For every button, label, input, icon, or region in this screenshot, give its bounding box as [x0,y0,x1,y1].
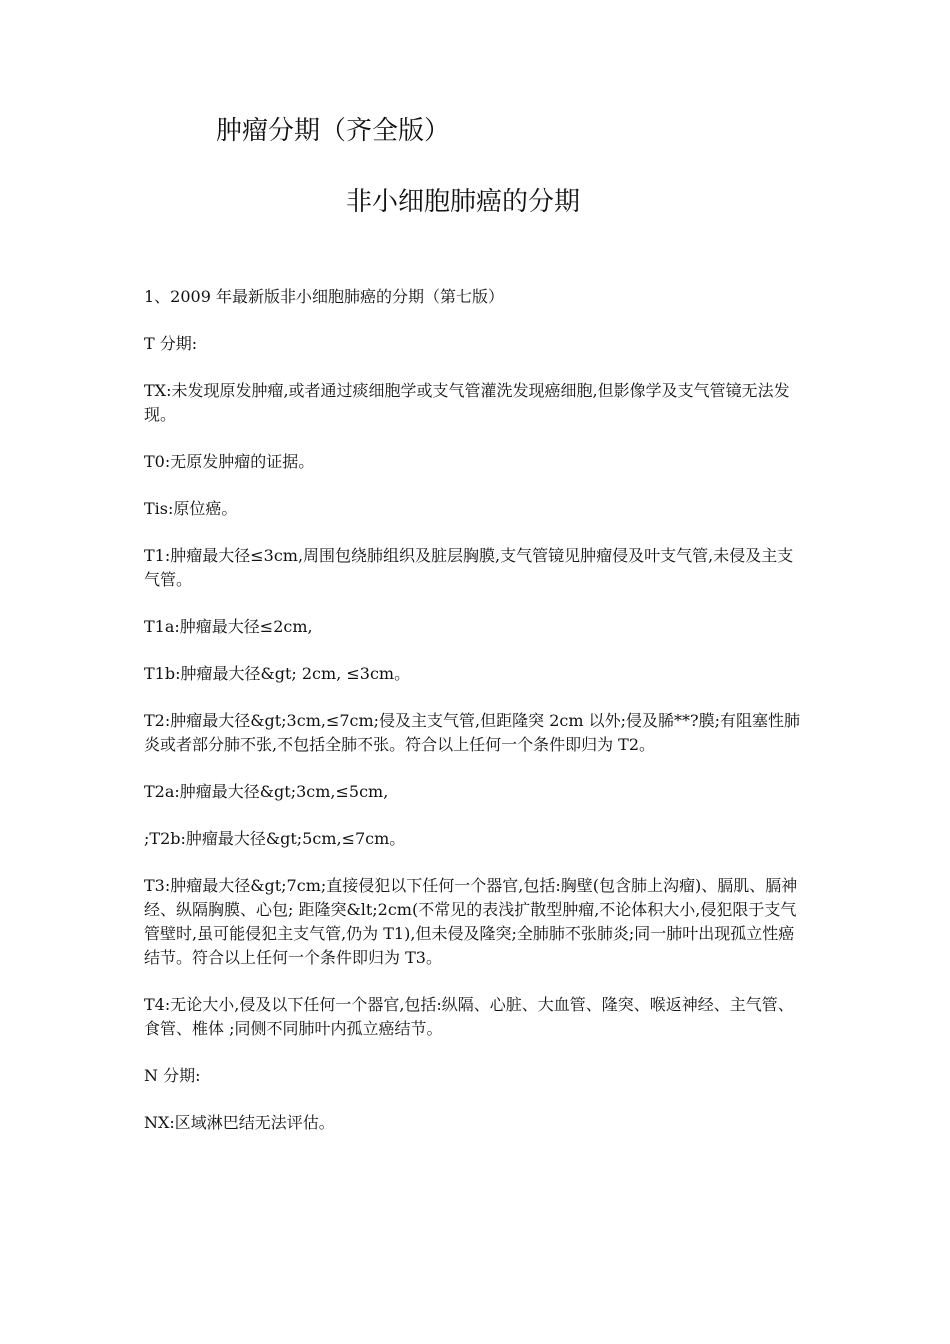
n-staging-heading: N 分期: [144,1066,201,1085]
tis-paragraph: Tis:原位癌。 [144,499,238,518]
t2b-paragraph: ;T2b:肿瘤最大径&gt;5cm,≤7cm。 [144,829,406,848]
t1b-paragraph: T1b:肿瘤最大径&gt; 2cm, ≤3cm。 [144,664,411,683]
section-heading: 1、2009 年最新版非小细胞肺癌的分期（第七版） [144,287,504,306]
t2a-paragraph: T2a:肿瘤最大径&gt;3cm,≤5cm, [144,782,389,801]
t-staging-heading: T 分期: [144,334,198,353]
t3-paragraph: T3:肿瘤最大径&gt;7cm;直接侵犯以下任何一个器官,包括:胸壁(包含肺上沟瘤)、膈肌、膈神经、纵隔胸膜、心包; 距隆突&lt;2cm(不常见的表浅扩散型肿瘤,不论体积大小,侵犯限于支气管壁时,虽可能侵犯主支气管,仍为 T1),但未侵及隆突;全肺肺不张肺炎;同一肺叶出现孤立性癌结节。符合以上任何一个条件即归为 T3。 [144,876,798,967]
tx-paragraph: TX:未发现原发肿瘤,或者通过痰细胞学或支气管灌洗发现癌细胞,但影像学及支气管镜无法发现。 [144,381,790,424]
document-body [144,285,809,1158]
t2-paragraph: T2:肿瘤最大径&gt;3cm,≤7cm;侵及主支气管,但距隆突 2cm 以外;侵及脪**?膜;有阻塞性肺炎或者部分肺不张,不包括全肺不张。符合以上任何一个条件即归为 T2。 [144,711,800,754]
t0-paragraph: T0:无原发肿瘤的证据。 [144,452,315,471]
t1-paragraph: T1:肿瘤最大径≤3cm,周围包绕肺组织及脏层胸膜,支气管镜见肿瘤侵及叶支气管,未侵及主支气管。 [144,546,794,589]
t4-paragraph: T4:无论大小,侵及以下任何一个器官,包括:纵隔、心脏、大血管、隆突、喉返神经、主气管、食管、椎体 ;同侧不同肺叶内孤立癌结节。 [144,995,794,1038]
t1a-paragraph: T1a:肿瘤最大径≤2cm, [144,617,313,636]
document-title: 肿瘤分期（齐全版） [216,116,451,146]
nx-paragraph: NX:区域淋巴结无法评估。 [144,1113,335,1132]
document-subtitle: 非小细胞肺癌的分期 [346,187,581,217]
